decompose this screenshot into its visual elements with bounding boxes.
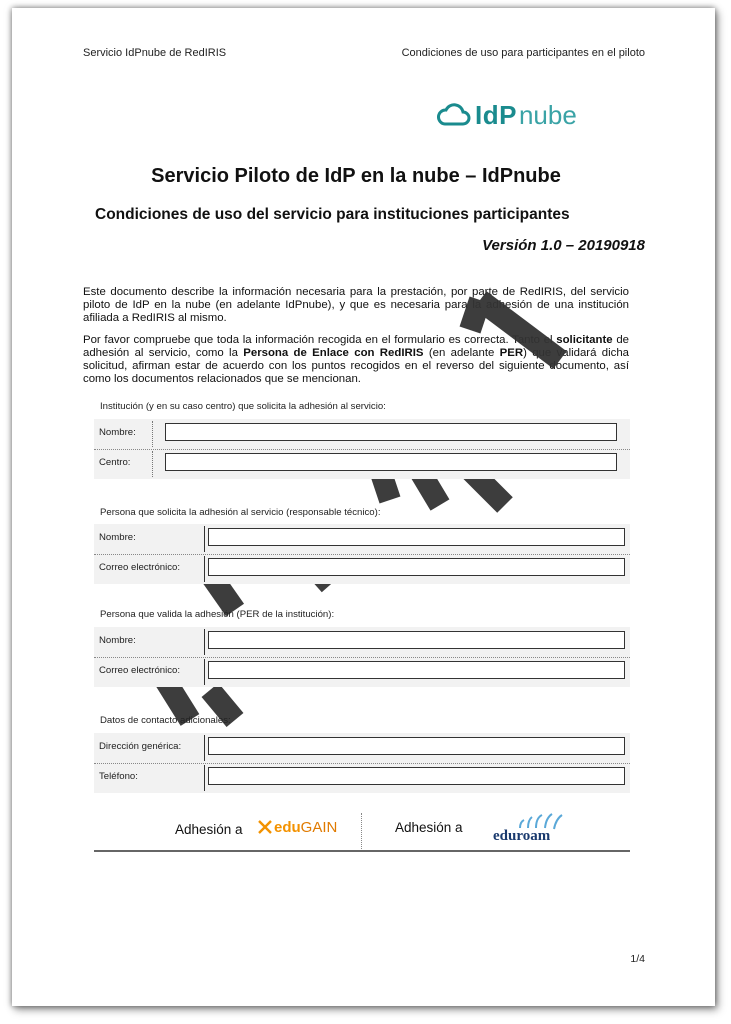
p2-text-3: (en adelante xyxy=(423,347,500,359)
intro-paragraph: Este documento describe la información necesaria para la prestación, por parte de RedIRIS, del servicio piloto de IdP en la nube (en adelante IdPnube), y que es necesaria para la adhesión de una institución afiliada a RedIRIS al mismo. xyxy=(83,286,629,324)
contact-address-row xyxy=(94,733,630,764)
p2-text-1: Por favor compruebe que toda la información recogida en el formulario es correcta. Tanto el xyxy=(83,334,557,346)
contact-box xyxy=(94,733,630,793)
edugain-edu-text: edu xyxy=(274,818,301,836)
requester-email-row xyxy=(94,554,630,584)
p2-text-4: ) que validará dicha solicitud, afirman estar de acuerdo con los puntos recogidos en el reverso del siguiente documento, así como los documentos relacionados que se mencionan. xyxy=(83,347,629,385)
institution-name-label: Nombre: xyxy=(99,427,136,438)
p2-bold-per: PER xyxy=(499,347,524,359)
row-separator xyxy=(204,735,205,761)
contact-section-label: Datos de contacto adicionales: xyxy=(100,715,231,726)
edugain-gain-text: GAIN xyxy=(300,818,338,836)
institution-center-row xyxy=(94,449,630,479)
eduroam-logo[interactable] xyxy=(490,812,570,848)
logo-bold-text: IdP xyxy=(475,99,517,130)
document-title: Servicio Piloto de IdP en la nube – IdPnube xyxy=(151,165,561,187)
validator-name-row xyxy=(94,627,630,658)
institution-center-field[interactable] xyxy=(165,453,617,471)
contact-phone-row xyxy=(94,763,630,793)
edugain-logo[interactable] xyxy=(256,818,337,836)
p2-bold-solicitante: solicitante xyxy=(556,334,613,346)
header-left: Servicio IdPnube de RedIRIS xyxy=(83,47,227,59)
requester-box xyxy=(94,524,630,584)
validator-email-row xyxy=(94,657,630,687)
contact-address-field[interactable] xyxy=(208,737,625,755)
instructions-paragraph xyxy=(83,334,629,386)
contact-phone-field[interactable] xyxy=(208,767,625,785)
contact-address-label: Dirección genérica: xyxy=(99,741,182,752)
row-separator xyxy=(152,421,153,447)
row-separator xyxy=(204,765,205,791)
institution-center-label: Centro: xyxy=(99,457,131,468)
validator-email-field[interactable] xyxy=(208,661,625,679)
institution-name-field[interactable] xyxy=(165,423,617,441)
page-number: 1/4 xyxy=(630,953,645,965)
requester-email-label: Correo electrónico: xyxy=(99,562,181,573)
edugain-adhesion-label: Adhesión a xyxy=(175,822,243,837)
institution-section-label: Institución (y en su caso centro) que solicita la adhesión al servicio: xyxy=(100,401,386,412)
requester-name-row xyxy=(94,524,630,555)
eduroam-adhesion-label: Adhesión a xyxy=(395,820,463,835)
requester-name-label: Nombre: xyxy=(99,532,136,543)
logo-thin-text: nube xyxy=(518,99,577,130)
validator-section-label: Persona que valida la adhesión (PER de la institución): xyxy=(100,609,335,620)
cloud-icon xyxy=(437,102,471,128)
row-separator xyxy=(204,659,205,685)
validator-box xyxy=(94,627,630,687)
requester-section-label: Persona que solicita la adhesión al servicio (responsable técnico): xyxy=(100,507,381,518)
requester-name-field[interactable] xyxy=(208,528,625,546)
row-separator xyxy=(152,451,153,477)
idpnube-logo xyxy=(437,85,629,145)
p2-text-2: de adhesión al servicio, como la xyxy=(83,334,629,359)
document-subtitle: Condiciones de uso del servicio para instituciones participantes xyxy=(95,206,570,223)
document-version: Versión 1.0 – 20190918 xyxy=(482,237,645,254)
validator-name-field[interactable] xyxy=(208,631,625,649)
edugain-symbol-icon xyxy=(256,818,274,836)
p2-bold-per-full: Persona de Enlace con RedIRIS xyxy=(243,347,424,359)
institution-box xyxy=(94,419,630,479)
validator-email-label: Correo electrónico: xyxy=(99,665,181,676)
footer-divider xyxy=(94,850,630,852)
validator-name-label: Nombre: xyxy=(99,635,136,646)
contact-phone-label: Teléfono: xyxy=(99,771,138,782)
eduroam-text: eduroam xyxy=(493,828,551,844)
header-right: Condiciones de uso para participantes en el piloto xyxy=(401,47,645,59)
adhesion-separator xyxy=(361,813,362,851)
institution-name-row xyxy=(94,419,630,450)
row-separator xyxy=(204,629,205,655)
requester-email-field[interactable] xyxy=(208,558,625,576)
row-separator xyxy=(204,526,205,552)
row-separator xyxy=(204,556,205,582)
